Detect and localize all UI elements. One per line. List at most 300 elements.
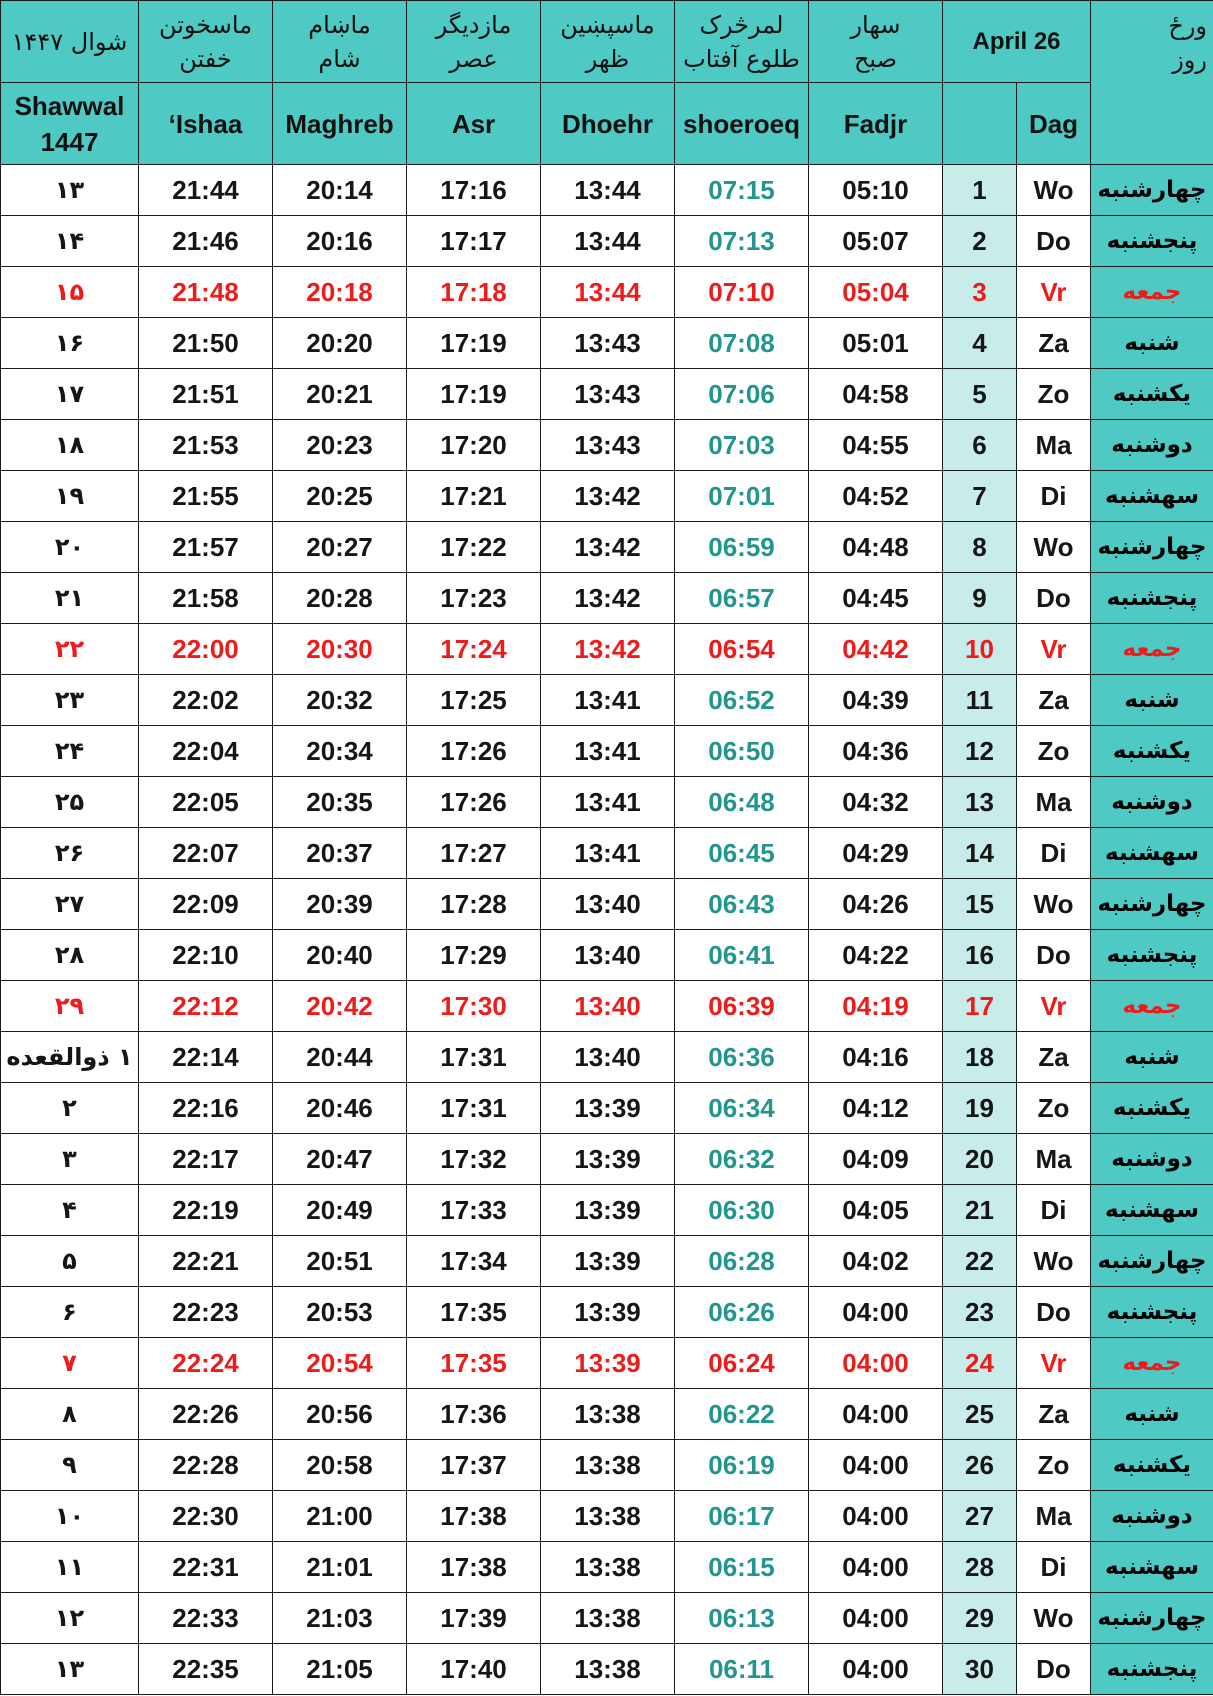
ishaa-time-cell: 22:04 (139, 726, 273, 777)
dag-cell: Do (1017, 216, 1091, 267)
asr-time-cell: 17:29 (407, 930, 541, 981)
dag-cell: Do (1017, 573, 1091, 624)
date-cell: 29 (943, 1593, 1017, 1644)
weekday-cell: شنبه (1091, 675, 1213, 726)
asr-time-cell: 17:28 (407, 879, 541, 930)
table-row (1, 165, 1213, 216)
fadjr-time-cell: 04:45 (809, 573, 943, 624)
sunrise-time-cell: 06:32 (675, 1134, 809, 1185)
date-cell: 3 (943, 267, 1017, 318)
maghreb-time-cell: 20:27 (273, 522, 407, 573)
table-row (1, 420, 1213, 471)
date-cell: 26 (943, 1440, 1017, 1491)
weekday-cell: یکشنبه (1091, 369, 1213, 420)
weekday-cell: شنبه (1091, 1032, 1213, 1083)
asr-time-cell: 17:21 (407, 471, 541, 522)
dhoehr-time-cell: 13:38 (541, 1491, 675, 1542)
dag-cell: Ma (1017, 1491, 1091, 1542)
ishaa-time-cell: 22:00 (139, 624, 273, 675)
shawwal-date-cell: ۱۳ (1, 165, 139, 216)
dag-cell: Wo (1017, 1236, 1091, 1287)
shawwal-date-cell: ۵ (1, 1236, 139, 1287)
header-ishaa-local: ماسخوتن خفتن (139, 1, 273, 83)
asr-time-cell: 17:33 (407, 1185, 541, 1236)
dag-cell: Do (1017, 1644, 1091, 1695)
ishaa-time-cell: 22:09 (139, 879, 273, 930)
maghreb-time-cell: 20:35 (273, 777, 407, 828)
weekday-cell: شنبه (1091, 1389, 1213, 1440)
fadjr-time-cell: 04:00 (809, 1593, 943, 1644)
ishaa-time-cell: 22:33 (139, 1593, 273, 1644)
sunrise-time-cell: 06:54 (675, 624, 809, 675)
dhoehr-time-cell: 13:42 (541, 624, 675, 675)
timetable-body (1, 165, 1213, 1695)
dhoehr-time-cell: 13:42 (541, 471, 675, 522)
maghreb-time-cell: 20:54 (273, 1338, 407, 1389)
dag-cell: Ma (1017, 777, 1091, 828)
date-cell: 25 (943, 1389, 1017, 1440)
date-cell: 18 (943, 1032, 1017, 1083)
weekday-cell: شنبه (1091, 318, 1213, 369)
date-cell: 16 (943, 930, 1017, 981)
fadjr-time-cell: 04:48 (809, 522, 943, 573)
date-cell: 27 (943, 1491, 1017, 1542)
shawwal-date-cell: ۲۳ (1, 675, 139, 726)
sunrise-time-cell: 06:52 (675, 675, 809, 726)
maghreb-time-cell: 20:44 (273, 1032, 407, 1083)
ishaa-time-cell: 22:19 (139, 1185, 273, 1236)
sunrise-time-cell: 07:06 (675, 369, 809, 420)
date-cell: 30 (943, 1644, 1017, 1695)
asr-time-cell: 17:18 (407, 267, 541, 318)
sunrise-time-cell: 06:50 (675, 726, 809, 777)
asr-time-cell: 17:39 (407, 1593, 541, 1644)
sunrise-time-cell: 06:24 (675, 1338, 809, 1389)
weekday-cell: دوشنبه (1091, 1134, 1213, 1185)
table-row (1, 1644, 1213, 1695)
dag-cell: Ma (1017, 1134, 1091, 1185)
dhoehr-time-cell: 13:41 (541, 675, 675, 726)
maghreb-time-cell: 21:01 (273, 1542, 407, 1593)
shawwal-date-cell: ۱۱ (1, 1542, 139, 1593)
asr-time-cell: 17:19 (407, 318, 541, 369)
dhoehr-time-cell: 13:40 (541, 930, 675, 981)
table-row (1, 777, 1213, 828)
asr-time-cell: 17:22 (407, 522, 541, 573)
dhoehr-time-cell: 13:38 (541, 1644, 675, 1695)
fadjr-time-cell: 05:01 (809, 318, 943, 369)
sunrise-time-cell: 07:15 (675, 165, 809, 216)
shawwal-date-cell: ۱۹ (1, 471, 139, 522)
fadjr-time-cell: 04:32 (809, 777, 943, 828)
sunrise-time-cell: 06:11 (675, 1644, 809, 1695)
header-shawwal-fa: شوال ۱۴۴۷ (1, 1, 139, 83)
maghreb-time-cell: 20:30 (273, 624, 407, 675)
table-row (1, 267, 1213, 318)
maghreb-time-cell: 20:40 (273, 930, 407, 981)
weekday-cell: چهارشنبه (1091, 879, 1213, 930)
sunrise-time-cell: 06:57 (675, 573, 809, 624)
weekday-cell: سهشنبه (1091, 828, 1213, 879)
sunrise-time-cell: 06:13 (675, 1593, 809, 1644)
weekday-cell: یکشنبه (1091, 1083, 1213, 1134)
weekday-cell: سهشنبه (1091, 1542, 1213, 1593)
shawwal-date-cell: ۱۴ (1, 216, 139, 267)
dag-cell: Do (1017, 1287, 1091, 1338)
date-cell: 1 (943, 165, 1017, 216)
table-row (1, 726, 1213, 777)
date-cell: 11 (943, 675, 1017, 726)
table-row (1, 1389, 1213, 1440)
weekday-cell: جمعه (1091, 624, 1213, 675)
dag-cell: Vr (1017, 267, 1091, 318)
dag-cell: Za (1017, 675, 1091, 726)
weekday-cell: پنجشنبه (1091, 930, 1213, 981)
table-row (1, 624, 1213, 675)
weekday-cell: یکشنبه (1091, 1440, 1213, 1491)
date-cell: 20 (943, 1134, 1017, 1185)
ishaa-time-cell: 22:02 (139, 675, 273, 726)
dhoehr-time-cell: 13:42 (541, 522, 675, 573)
table-row (1, 369, 1213, 420)
date-cell: 12 (943, 726, 1017, 777)
dhoehr-time-cell: 13:39 (541, 1185, 675, 1236)
asr-time-cell: 17:37 (407, 1440, 541, 1491)
fadjr-time-cell: 04:22 (809, 930, 943, 981)
sunrise-time-cell: 07:10 (675, 267, 809, 318)
weekday-cell: پنجشنبه (1091, 1287, 1213, 1338)
weekday-cell: چهارشنبه (1091, 165, 1213, 216)
ishaa-time-cell: 22:21 (139, 1236, 273, 1287)
ishaa-time-cell: 21:58 (139, 573, 273, 624)
header-row-2 (1, 83, 1213, 165)
shawwal-date-cell: ۳ (1, 1134, 139, 1185)
header-sunrise-local: لمرڅرک طلوع آفتاب (675, 1, 809, 83)
table-row (1, 1032, 1213, 1083)
weekday-cell: جمعه (1091, 981, 1213, 1032)
asr-time-cell: 17:20 (407, 420, 541, 471)
asr-time-cell: 17:38 (407, 1491, 541, 1542)
table-row (1, 675, 1213, 726)
table-row (1, 1593, 1213, 1644)
dhoehr-time-cell: 13:44 (541, 267, 675, 318)
header-dhoehr: Dhoehr (541, 83, 675, 165)
maghreb-time-cell: 20:18 (273, 267, 407, 318)
table-row (1, 1287, 1213, 1338)
sunrise-time-cell: 07:08 (675, 318, 809, 369)
weekday-cell: پنجشنبه (1091, 573, 1213, 624)
dhoehr-time-cell: 13:38 (541, 1593, 675, 1644)
shawwal-date-cell: ۱۲ (1, 1593, 139, 1644)
weekday-cell: جمعه (1091, 1338, 1213, 1389)
shawwal-date-cell: ۷ (1, 1338, 139, 1389)
ishaa-time-cell: 21:55 (139, 471, 273, 522)
ishaa-time-cell: 22:24 (139, 1338, 273, 1389)
weekday-cell: سهشنبه (1091, 1185, 1213, 1236)
weekday-cell: پنجشنبه (1091, 1644, 1213, 1695)
dhoehr-time-cell: 13:38 (541, 1389, 675, 1440)
ishaa-time-cell: 21:46 (139, 216, 273, 267)
asr-time-cell: 17:30 (407, 981, 541, 1032)
fadjr-time-cell: 04:00 (809, 1542, 943, 1593)
asr-time-cell: 17:38 (407, 1542, 541, 1593)
shawwal-date-cell: ۲۱ (1, 573, 139, 624)
table-row (1, 828, 1213, 879)
date-cell: 24 (943, 1338, 1017, 1389)
maghreb-time-cell: 20:28 (273, 573, 407, 624)
weekday-cell: چهارشنبه (1091, 1593, 1213, 1644)
maghreb-time-cell: 20:34 (273, 726, 407, 777)
dhoehr-time-cell: 13:40 (541, 1032, 675, 1083)
fadjr-time-cell: 04:00 (809, 1389, 943, 1440)
header-fadjr-local: سهار صبح (809, 1, 943, 83)
table-row (1, 471, 1213, 522)
header-maghreb: Maghreb (273, 83, 407, 165)
dag-cell: Zo (1017, 369, 1091, 420)
ishaa-time-cell: 21:51 (139, 369, 273, 420)
fadjr-time-cell: 04:19 (809, 981, 943, 1032)
maghreb-time-cell: 20:16 (273, 216, 407, 267)
header-maghreb-local: ماښام شام (273, 1, 407, 83)
asr-time-cell: 17:17 (407, 216, 541, 267)
fadjr-time-cell: 04:42 (809, 624, 943, 675)
dhoehr-time-cell: 13:44 (541, 165, 675, 216)
sunrise-time-cell: 06:45 (675, 828, 809, 879)
maghreb-time-cell: 20:53 (273, 1287, 407, 1338)
shawwal-date-cell: ۲۲ (1, 624, 139, 675)
fadjr-time-cell: 04:55 (809, 420, 943, 471)
table-row (1, 1134, 1213, 1185)
fadjr-time-cell: 04:26 (809, 879, 943, 930)
maghreb-time-cell: 21:00 (273, 1491, 407, 1542)
header-shawwal-en: Shawwal 1447 (1, 83, 139, 165)
fadjr-time-cell: 04:02 (809, 1236, 943, 1287)
date-cell: 5 (943, 369, 1017, 420)
header-asr: Asr (407, 83, 541, 165)
dag-cell: Za (1017, 318, 1091, 369)
ishaa-time-cell: 22:10 (139, 930, 273, 981)
header-date (943, 83, 1017, 165)
asr-time-cell: 17:26 (407, 777, 541, 828)
fadjr-time-cell: 04:09 (809, 1134, 943, 1185)
maghreb-time-cell: 20:46 (273, 1083, 407, 1134)
date-cell: 14 (943, 828, 1017, 879)
shawwal-date-cell: ۱۳ (1, 1644, 139, 1695)
shawwal-date-cell: ۶ (1, 1287, 139, 1338)
ishaa-time-cell: 21:50 (139, 318, 273, 369)
dhoehr-time-cell: 13:38 (541, 1542, 675, 1593)
ishaa-time-cell: 22:35 (139, 1644, 273, 1695)
weekday-cell: دوشنبه (1091, 1491, 1213, 1542)
fadjr-time-cell: 04:16 (809, 1032, 943, 1083)
sunrise-time-cell: 06:17 (675, 1491, 809, 1542)
table-row (1, 1542, 1213, 1593)
date-cell: 2 (943, 216, 1017, 267)
maghreb-time-cell: 20:47 (273, 1134, 407, 1185)
shawwal-date-cell: ۴ (1, 1185, 139, 1236)
header-asr-local: مازدیگر عصر (407, 1, 541, 83)
ishaa-time-cell: 22:23 (139, 1287, 273, 1338)
shawwal-date-cell: ۱۵ (1, 267, 139, 318)
asr-time-cell: 17:32 (407, 1134, 541, 1185)
date-cell: 10 (943, 624, 1017, 675)
ishaa-time-cell: 22:26 (139, 1389, 273, 1440)
header-fadjr: Fadjr (809, 83, 943, 165)
dhoehr-time-cell: 13:39 (541, 1287, 675, 1338)
ishaa-time-cell: 21:53 (139, 420, 273, 471)
fadjr-time-cell: 04:00 (809, 1287, 943, 1338)
maghreb-time-cell: 20:32 (273, 675, 407, 726)
shawwal-date-cell: ۹ (1, 1440, 139, 1491)
sunrise-time-cell: 06:34 (675, 1083, 809, 1134)
date-cell: 9 (943, 573, 1017, 624)
dag-cell: Za (1017, 1389, 1091, 1440)
date-cell: 6 (943, 420, 1017, 471)
table-row (1, 1440, 1213, 1491)
sunrise-time-cell: 06:26 (675, 1287, 809, 1338)
dhoehr-time-cell: 13:44 (541, 216, 675, 267)
date-cell: 4 (943, 318, 1017, 369)
dag-cell: Vr (1017, 1338, 1091, 1389)
table-row (1, 522, 1213, 573)
maghreb-time-cell: 20:56 (273, 1389, 407, 1440)
fadjr-time-cell: 04:58 (809, 369, 943, 420)
table-row (1, 981, 1213, 1032)
dag-cell: Zo (1017, 1440, 1091, 1491)
maghreb-time-cell: 20:25 (273, 471, 407, 522)
dhoehr-time-cell: 13:39 (541, 1236, 675, 1287)
fadjr-time-cell: 04:36 (809, 726, 943, 777)
table-row (1, 573, 1213, 624)
fadjr-time-cell: 04:29 (809, 828, 943, 879)
date-cell: 19 (943, 1083, 1017, 1134)
dhoehr-time-cell: 13:39 (541, 1134, 675, 1185)
sunrise-time-cell: 06:30 (675, 1185, 809, 1236)
date-cell: 17 (943, 981, 1017, 1032)
maghreb-time-cell: 20:37 (273, 828, 407, 879)
dag-cell: Zo (1017, 726, 1091, 777)
weekday-cell: سهشنبه (1091, 471, 1213, 522)
date-cell: 8 (943, 522, 1017, 573)
sunrise-time-cell: 06:59 (675, 522, 809, 573)
dhoehr-time-cell: 13:39 (541, 1338, 675, 1389)
date-cell: 15 (943, 879, 1017, 930)
dhoehr-time-cell: 13:38 (541, 1440, 675, 1491)
header-month: April 26 (943, 1, 1091, 83)
ishaa-time-cell: 22:28 (139, 1440, 273, 1491)
dag-cell: Za (1017, 1032, 1091, 1083)
table-row (1, 1185, 1213, 1236)
date-cell: 28 (943, 1542, 1017, 1593)
shawwal-date-cell: ۲ (1, 1083, 139, 1134)
fadjr-time-cell: 04:12 (809, 1083, 943, 1134)
asr-time-cell: 17:31 (407, 1032, 541, 1083)
asr-time-cell: 17:24 (407, 624, 541, 675)
sunrise-time-cell: 06:48 (675, 777, 809, 828)
weekday-cell: دوشنبه (1091, 420, 1213, 471)
fadjr-time-cell: 04:00 (809, 1644, 943, 1695)
ishaa-time-cell: 22:31 (139, 1542, 273, 1593)
maghreb-time-cell: 21:05 (273, 1644, 407, 1695)
shawwal-date-cell: ۱۸ (1, 420, 139, 471)
header-dag: Dag (1017, 83, 1091, 165)
maghreb-time-cell: 21:03 (273, 1593, 407, 1644)
sunrise-time-cell: 06:36 (675, 1032, 809, 1083)
table-row (1, 930, 1213, 981)
dag-cell: Ma (1017, 420, 1091, 471)
asr-time-cell: 17:36 (407, 1389, 541, 1440)
fadjr-time-cell: 05:04 (809, 267, 943, 318)
maghreb-time-cell: 20:58 (273, 1440, 407, 1491)
maghreb-time-cell: 20:51 (273, 1236, 407, 1287)
weekday-cell: دوشنبه (1091, 777, 1213, 828)
weekday-cell: پنجشنبه (1091, 216, 1213, 267)
maghreb-time-cell: 20:49 (273, 1185, 407, 1236)
maghreb-time-cell: 20:14 (273, 165, 407, 216)
asr-time-cell: 17:35 (407, 1287, 541, 1338)
dhoehr-time-cell: 13:39 (541, 1083, 675, 1134)
sunrise-time-cell: 06:39 (675, 981, 809, 1032)
table-row (1, 1338, 1213, 1389)
dhoehr-time-cell: 13:41 (541, 828, 675, 879)
shawwal-date-cell: ۲۷ (1, 879, 139, 930)
header-ishaa: ‘Ishaa (139, 83, 273, 165)
fadjr-time-cell: 04:00 (809, 1440, 943, 1491)
ishaa-time-cell: 22:30 (139, 1491, 273, 1542)
header-sunrise: shoeroeq (675, 83, 809, 165)
fadjr-time-cell: 04:05 (809, 1185, 943, 1236)
shawwal-date-cell: ۱۶ (1, 318, 139, 369)
weekday-cell: چهارشنبه (1091, 1236, 1213, 1287)
dag-cell: Di (1017, 471, 1091, 522)
date-cell: 22 (943, 1236, 1017, 1287)
asr-time-cell: 17:31 (407, 1083, 541, 1134)
dag-cell: Wo (1017, 879, 1091, 930)
dag-cell: Vr (1017, 624, 1091, 675)
table-row (1, 216, 1213, 267)
dhoehr-time-cell: 13:43 (541, 369, 675, 420)
table-row (1, 318, 1213, 369)
shawwal-date-cell: ۲۵ (1, 777, 139, 828)
weekday-cell: یکشنبه (1091, 726, 1213, 777)
dag-cell: Wo (1017, 165, 1091, 216)
shawwal-date-cell: ۲۰ (1, 522, 139, 573)
dhoehr-time-cell: 13:42 (541, 573, 675, 624)
dag-cell: Di (1017, 828, 1091, 879)
header-dhoehr-local: ماسپښین ظهر (541, 1, 675, 83)
dag-cell: Vr (1017, 981, 1091, 1032)
sunrise-time-cell: 06:41 (675, 930, 809, 981)
table-row (1, 879, 1213, 930)
dag-cell: Zo (1017, 1083, 1091, 1134)
sunrise-time-cell: 06:22 (675, 1389, 809, 1440)
ishaa-time-cell: 22:17 (139, 1134, 273, 1185)
ishaa-time-cell: 22:05 (139, 777, 273, 828)
asr-time-cell: 17:26 (407, 726, 541, 777)
table-row (1, 1236, 1213, 1287)
sunrise-time-cell: 07:01 (675, 471, 809, 522)
dhoehr-time-cell: 13:43 (541, 318, 675, 369)
ishaa-time-cell: 22:07 (139, 828, 273, 879)
dhoehr-time-cell: 13:41 (541, 726, 675, 777)
table-row (1, 1083, 1213, 1134)
sunrise-time-cell: 06:19 (675, 1440, 809, 1491)
asr-time-cell: 17:35 (407, 1338, 541, 1389)
header-weekday: ورځ روز (1091, 1, 1213, 165)
shawwal-date-cell: ۱۰ (1, 1491, 139, 1542)
weekday-cell: چهارشنبه (1091, 522, 1213, 573)
maghreb-time-cell: 20:20 (273, 318, 407, 369)
